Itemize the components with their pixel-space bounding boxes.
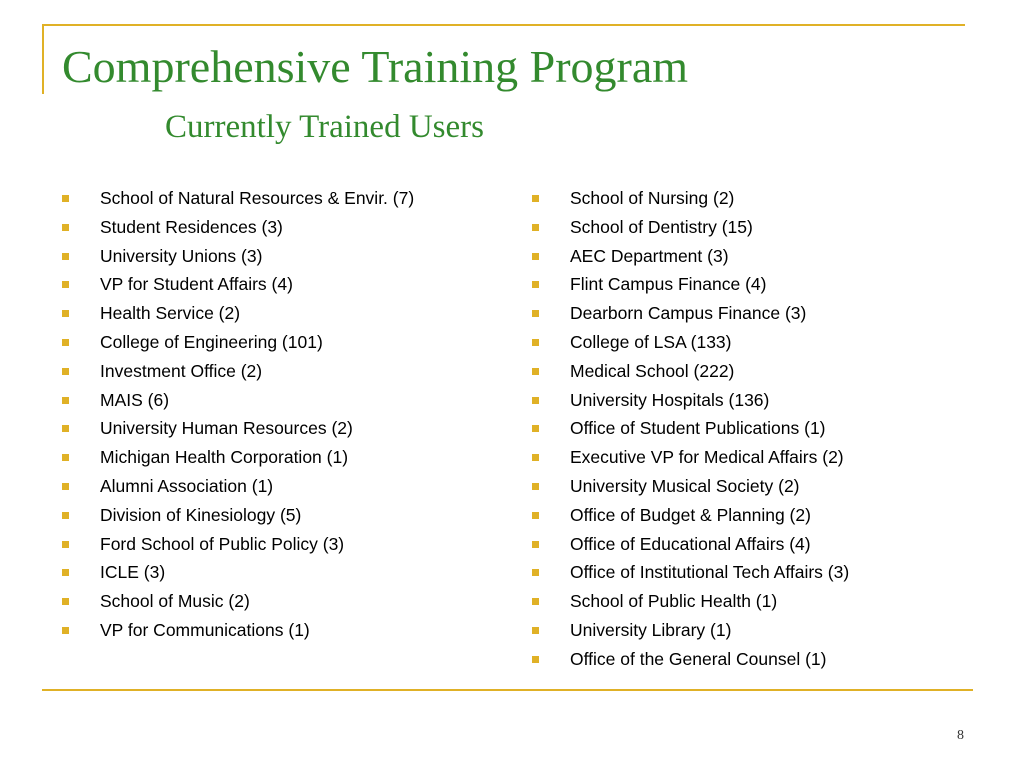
list-item-label: College of Engineering (101) xyxy=(100,331,323,352)
list-item xyxy=(62,299,502,328)
list-item xyxy=(532,328,972,357)
list-item-label: Office of Educational Affairs (4) xyxy=(570,533,811,554)
square-bullet-icon xyxy=(532,512,539,519)
list-item-label: University Human Resources (2) xyxy=(100,418,353,439)
list-item xyxy=(532,414,972,443)
square-bullet-icon xyxy=(62,569,69,576)
list-item xyxy=(532,645,972,674)
list-item xyxy=(62,587,502,616)
square-bullet-icon xyxy=(532,454,539,461)
list-item xyxy=(62,328,502,357)
list-item xyxy=(532,443,972,472)
list-item-label: University Musical Society (2) xyxy=(570,475,800,496)
square-bullet-icon xyxy=(62,483,69,490)
list-item xyxy=(532,299,972,328)
list-item-label: Office of Student Publications (1) xyxy=(570,418,826,439)
list-item-label: University Library (1) xyxy=(570,619,732,640)
list-item-label: School of Nursing (2) xyxy=(570,188,735,208)
list-item xyxy=(62,558,502,587)
list-item-label: School of Public Health (1) xyxy=(570,591,778,612)
list-item xyxy=(532,501,972,530)
list-item xyxy=(62,242,502,271)
square-bullet-icon xyxy=(532,253,539,260)
square-bullet-icon xyxy=(532,541,539,548)
list-item xyxy=(62,357,502,386)
list-item-label: School of Natural Resources & Envir. (7) xyxy=(100,188,415,208)
list-item xyxy=(62,443,502,472)
square-bullet-icon xyxy=(532,281,539,288)
list-item-label: University Hospitals (136) xyxy=(570,389,770,410)
list-item xyxy=(62,386,502,415)
list-item xyxy=(62,616,502,645)
square-bullet-icon xyxy=(532,397,539,404)
list-item-label: College of LSA (133) xyxy=(570,331,732,352)
list-item xyxy=(532,213,972,242)
list-item xyxy=(62,501,502,530)
list-item xyxy=(532,386,972,415)
list-item-label: Executive VP for Medical Affairs (2) xyxy=(570,447,844,468)
list-item-label: Dearborn Campus Finance (3) xyxy=(570,303,807,324)
list-item-label: School of Dentistry (15) xyxy=(570,216,753,237)
list-item-label: AEC Department (3) xyxy=(570,245,729,266)
footer-rule xyxy=(42,689,973,691)
list-item-label: VP for Student Affairs (4) xyxy=(100,274,293,295)
slide-title: Comprehensive Training Program xyxy=(62,41,689,92)
list-item xyxy=(532,587,972,616)
list-item xyxy=(532,357,972,386)
square-bullet-icon xyxy=(62,253,69,260)
left-column-list xyxy=(62,184,502,645)
square-bullet-icon xyxy=(532,195,539,202)
square-bullet-icon xyxy=(62,339,69,346)
list-item-label: Alumni Association (1) xyxy=(100,475,274,496)
square-bullet-icon xyxy=(62,512,69,519)
square-bullet-icon xyxy=(62,454,69,461)
square-bullet-icon xyxy=(532,627,539,634)
list-item xyxy=(532,472,972,501)
list-item-label: Flint Campus Finance (4) xyxy=(570,274,767,295)
list-item-label: Michigan Health Corporation (1) xyxy=(100,447,349,468)
list-item-label: Medical School (222) xyxy=(570,360,735,381)
square-bullet-icon xyxy=(532,598,539,605)
list-item xyxy=(62,414,502,443)
list-item xyxy=(532,558,972,587)
list-item xyxy=(532,616,972,645)
square-bullet-icon xyxy=(62,541,69,548)
slide-subtitle: Currently Trained Users xyxy=(165,109,484,145)
square-bullet-icon xyxy=(62,368,69,375)
square-bullet-icon xyxy=(532,483,539,490)
page-number: 8 xyxy=(957,728,964,743)
right-column-list xyxy=(532,184,972,674)
list-item-label: School of Music (2) xyxy=(100,591,250,612)
frame-top-rule xyxy=(42,24,965,26)
list-item-label: Division of Kinesiology (5) xyxy=(100,504,302,525)
square-bullet-icon xyxy=(532,339,539,346)
list-item-label: Student Residences (3) xyxy=(100,216,283,237)
square-bullet-icon xyxy=(62,281,69,288)
square-bullet-icon xyxy=(532,368,539,375)
list-item xyxy=(532,530,972,559)
list-item-label: Office of Institutional Tech Affairs (3) xyxy=(570,562,850,583)
square-bullet-icon xyxy=(62,310,69,317)
square-bullet-icon xyxy=(532,310,539,317)
square-bullet-icon xyxy=(532,656,539,663)
square-bullet-icon xyxy=(62,397,69,404)
list-item-label: Ford School of Public Policy (3) xyxy=(100,533,345,554)
square-bullet-icon xyxy=(62,627,69,634)
square-bullet-icon xyxy=(62,195,69,202)
square-bullet-icon xyxy=(62,598,69,605)
square-bullet-icon xyxy=(62,425,69,432)
list-item-label: ICLE (3) xyxy=(100,562,166,583)
list-item-label: University Unions (3) xyxy=(100,245,263,266)
list-item xyxy=(62,184,502,213)
list-item-label: Office of Budget & Planning (2) xyxy=(570,504,811,525)
list-item xyxy=(532,184,972,213)
square-bullet-icon xyxy=(532,224,539,231)
list-item xyxy=(62,472,502,501)
list-item-label: Office of the General Counsel (1) xyxy=(570,648,827,669)
square-bullet-icon xyxy=(532,569,539,576)
square-bullet-icon xyxy=(62,224,69,231)
list-item xyxy=(62,270,502,299)
list-item xyxy=(532,270,972,299)
square-bullet-icon xyxy=(532,425,539,432)
frame-left-rule xyxy=(42,24,44,94)
list-item-label: MAIS (6) xyxy=(100,389,170,410)
list-item xyxy=(62,530,502,559)
list-item-label: Investment Office (2) xyxy=(100,360,263,381)
list-item-label: VP for Communications (1) xyxy=(100,619,310,640)
list-item-label: Health Service (2) xyxy=(100,303,241,324)
list-item xyxy=(62,213,502,242)
list-item xyxy=(532,242,972,271)
